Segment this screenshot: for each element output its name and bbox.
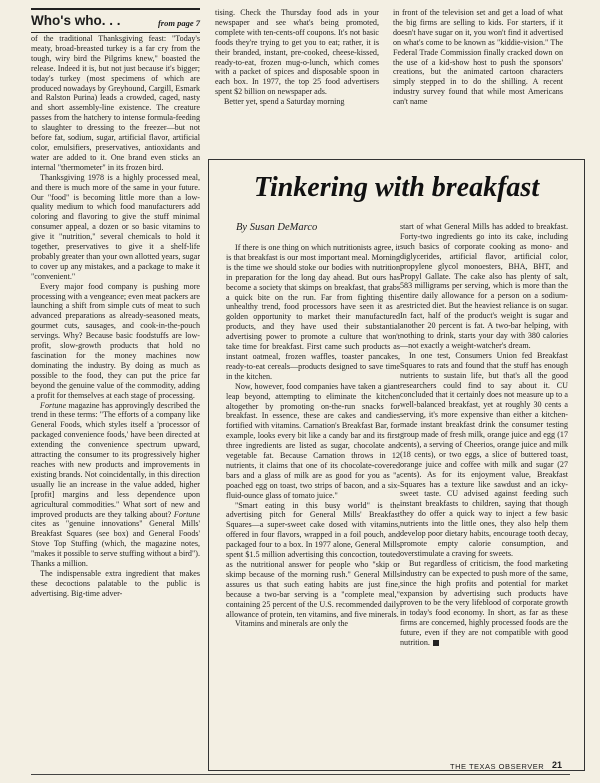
byline: By Susan DeMarco (236, 222, 318, 233)
magazine-title: Fortune (173, 509, 200, 519)
publication-name: THE TEXAS OBSERVER (450, 762, 545, 771)
paragraph: start of what General Mills has added to breakfast. Forty-two ingredients go into its cake, including such basics of corporate cooking as mono- and diglycerides, artificial flavor, artificial color, propylene glycol monoesters, BHA, BHT, and Propyl Gallate. The cake also has plenty of salt, 583 milligrams per serving, which is more than the entire daily allowance for a person on a sodium-restricted diet. But the heaviest reliance is on sugar. In fact, half of the product's weight is sugar and another 20 percent is fat. A two-bar helping, with nothing to drink, starts your day with 380 calories—not exactly a weight-watcher's dream. (400, 222, 568, 350)
end-mark-icon (433, 640, 439, 646)
paragraph: If there is one thing on which nutritionists agree, it is that breakfast is our most important meal. Morning is the time we should stoke our bodies with nutrition in preparation for the long day ahead. But ours has become a society that skimps on breakfast, that grabs a quick bite on the run. Far from fighting this unhealthy trend, food processors have seen it as a golden opportunity to market their manufactured products, and they have used their substantial advertising power to promote a culture that won't take time for breakfast. First came such products as instant oatmeal, frozen waffles, toaster pancakes, ready-to-eat cereals—products designed to save time in the kitchen. (226, 243, 400, 381)
paragraph: Now, however, food companies have taken a giant leap beyond, attempting to eliminate the kitchen altogether by promoting on-the-run snacks for breakfast. In essence, these are cakes and candies fortified with vitamins. Carnation's Breakfast Bar, for example, looks every bit like a candy bar and its first three ingredients are listed as sugar, chocolate and vegetable fat. Because Carnation throws in 12 nutrients, it claims that one of its chocolate-covered bars and a glass of milk are as good for you as "a poached egg on toast, two strips of bacon, and a six-fluid-ounce glass of tomato juice." (226, 381, 400, 500)
paragraph: Better yet, spend a Saturday morning (224, 97, 345, 107)
sidebar-column-2 (400, 222, 568, 648)
running-head-title: Who's who. . . (31, 13, 121, 28)
magazine-title: Fortune (40, 400, 67, 410)
footer-rule (31, 774, 570, 775)
paragraph: Fortune magazine has approvingly described the trend in these terms: "The efforts of a company like General Foods, which styles itself a 'processor of packaged convenience foods,' have been directed at extending the convenience spectrum upward, attracting the consumer to its progressively higher reaches with new products and improvements in existing brands. Not coincidentally, in this direction usually lie an increase in the value added, higher [profit] margins and less dependence upon agricultural commodities." What sort of new and improved products are they talking about? Fortune cites as "genuine innovations" General Mills' Breakfast Squares (see box) and General Foods' Stove Top Stuffing (which, the magazine notes, "makes it possible to serve stuffing without a bird"). Thanks a million. (31, 400, 200, 569)
paragraph: "Smart eating in this busy world" is the advertising pitch for General Mills' Breakfast Squares—a super-sweet cake dosed with vitamins, offered in four flavors, wrapped in a foil pouch, and packaged four to a box. In 1977 alone, General Mills spent $1.5 million advertising this concoction, touted as the nutritional answer for people who "skip or skimp because of the morning rush." General Mills assures us that such eating habits are just fine, because a two-bar serving is a "complete meal," containing 25 percent of the U.S. recommended daily allowance of protein, ten vitamins, and five minerals. (226, 500, 400, 619)
running-head (31, 8, 200, 33)
page-number: 21 (552, 760, 563, 770)
paragraph: in front of the television set and get a load of what the big firms are selling to kids. For starters, if it doesn't have sugar on it, you won't find it advertised on what's come to be known as "kiddie-vision." The Federal Trade Commission finally cracked down on the use of a kid-show host to push the sponsors' creations, but the animated cartoon characters simply stepped in to do the shilling. A recent industry survey found that while most Americans can't name (393, 8, 563, 107)
paragraph: But regardless of criticism, the food marketing industry can be expected to push more of the same, since the high profits and potential for market expansion by advertising such products have proven to be the very lifeblood of corporate growth in today's food economy. In short, as far as these firms are concerned, highly processed foods are the future, even if they are not compatible with good nutrition. (400, 558, 568, 648)
paragraph: In one test, Consumers Union fed Breakfast Squares to rats and found that the stuff has enough nutrients to sustain life, but that's all the good researchers could find to say about it. CU concluded that it certainly does not measure up to a well-balanced breakfast, yet at roughly 30 cents a serving, it's more expensive than either a kitchen-made instant breakfast drink the consumer testing group made of fresh milk, orange juice and egg (17 cents), a serving of Cheerios, orange juice and milk (18 cents), or two eggs, a slice of buttered toast, orange juice and coffee with milk and sugar (27 cents). As for its enjoyment value, Breakfast Squares has a texture like sawdust and an icky-sweet taste. CU advised against feeding such instant breakfasts to children, saying that though they do offer a quick way to inject a few basic nutrients into the little ones, they also help them develop poor dietary habits, encourage tooth decay, promote empty calorie consumption, and overstimulate a craving for sweets. (400, 350, 568, 558)
sidebar-box (208, 159, 585, 771)
continued-from-page: from page 7 (157, 18, 200, 28)
article-column-3 (393, 8, 563, 107)
paragraph: Every major food company is pushing more processing with a vengeance; even meat packers are launching a shift from simple cuts of meat to such advanced preparations as already-seasoned meats, gourmet cuts, sausages, and cook-in-the-pouch servings. Why? Because basic foodstuffs are low-profit, slow-growth products that hold no fascination for the money machines now dominating the industry. By doing as much as possible to the food, they can put the price far beyond the genuine value of the commodity, adding a profit for themselves at each stage of processing. (31, 281, 200, 400)
paragraph: Thanksgiving 1978 is a highly processed meal, and there is much more of the same in your future. Our "food" is becoming little more than a low-quality medium to which food manufacturers add coloring and flavoring to give the stuff minimal consumer appeal, a dozen or so basic vitamins to give it "nutrition," several chemicals to hold it together, preservatives to give it a shelf-life probably greater than your own allotted years, sugar to cover up any mistakes, and a package to make it "convenient." (31, 172, 201, 281)
article-column-2 (215, 8, 379, 107)
sidebar-title: Tinkering with breakfast (253, 172, 540, 203)
article-column-1 (31, 34, 200, 599)
paragraph: The indispensable extra ingredient that makes these decoctions palatable to the public is advertising. Big-time adver- (31, 568, 200, 598)
sidebar-column-1 (226, 222, 400, 629)
paragraph: of the traditional Thanksgiving feast: "Today's meaty, broad-breasted turkey is a far cry from the tough, wiry bird the Pilgrims knew," boasted the release. Indeed it is, but not just because it's bigger; today's turkey (most specimens of which are produced nowadays by Greyhound, Cargill, Esmark and Ralston Purina) leads a crowded, caged, nasty and short assembly-line existence. The creature passes from the hatchery to intense formula-feeding to slaughter to dressing to the freezer—but not before fat, sodium, sugar, artificial flavor, artificial color, emulsifiers, preservatives, antioxidants and water are added to it. One brand even sticks an internal "thermometer" in its frozen bird. (31, 34, 200, 172)
paragraph: Vitamins and minerals are only the (235, 619, 349, 629)
paragraph: tising. Check the Thursday food ads in your newspaper and see what's being promoted, complete with ten-cents-off coupons. It's not basic foods they're trying to get you to eat; rather, it is their branded, instant, pre-cooked, cheese-kissed, ready-to-eat, frozen mug-o-lunch, which comes with a packet of spices and disposable spoon in each box. In 1977, the top 25 food advertisers spent $2 billion on newspaper ads. (215, 8, 379, 97)
